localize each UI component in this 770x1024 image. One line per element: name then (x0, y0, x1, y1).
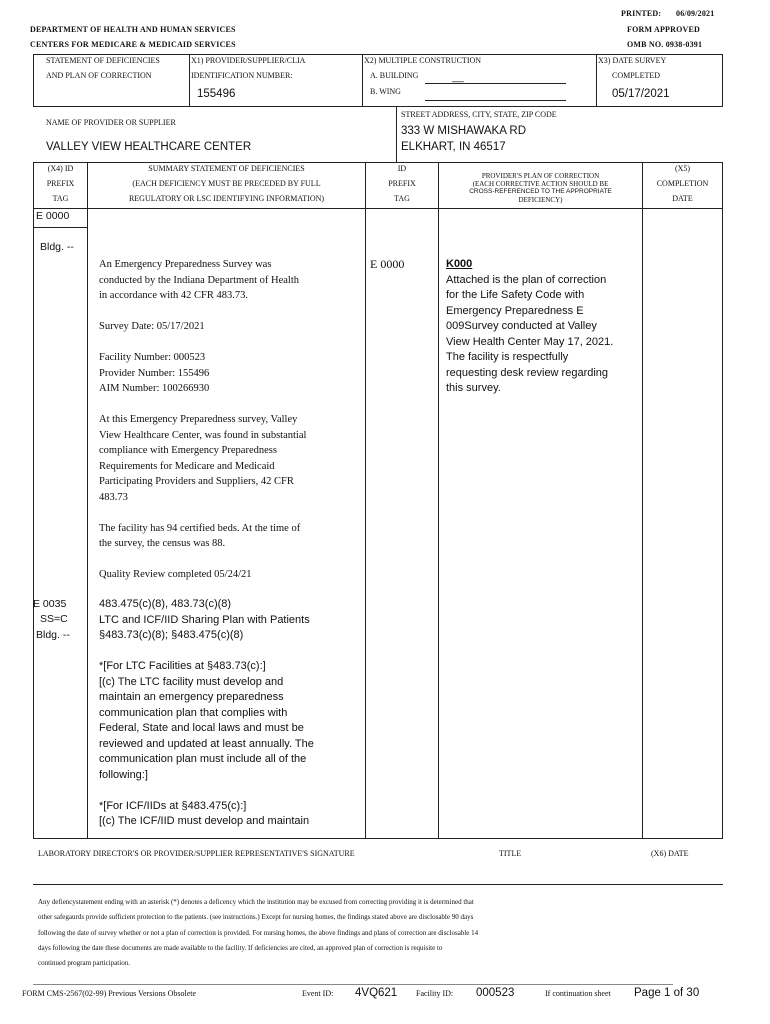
col-x5-2: COMPLETION (656, 179, 709, 188)
department-title: DEPARTMENT OF HEALTH AND HUMAN SERVICES (30, 25, 236, 34)
col-x4-3: TAG (52, 194, 69, 203)
director-signature-label: LABORATORY DIRECTOR'S OR PROVIDER/SUPPLIER REPRESENTATIVE'S SIGNATURE (38, 849, 355, 858)
summary-text-e0000 (99, 257, 361, 598)
form-number: FORM CMS-2567(02-99) Previous Versions Obsolete (22, 989, 197, 998)
quality-review: Quality Review completed 05/24/21 (99, 569, 252, 580)
event-id-label: Event ID: (302, 989, 334, 998)
provider-id-label-2: IDENTIFICATION NUMBER: (191, 71, 293, 80)
address-label: STREET ADDRESS, CITY, STATE, ZIP CODE (401, 110, 557, 119)
col-plan-1: PROVIDER'S PLAN OF CORRECTION (481, 172, 600, 180)
col-plan-4: DEFICIENCY) (518, 196, 563, 204)
building-label: A. BUILDING (370, 71, 419, 80)
icf-requirement: *[For ICF/IIDs at §483.475(c):] [(c) The ICF/IID must develop and maintain (99, 799, 310, 827)
bldg-label-2: Bldg. -- (36, 629, 70, 641)
title-label: TITLE (499, 849, 522, 858)
form-approved: FORM APPROVED (627, 25, 701, 34)
printed-label: PRINTED: (621, 9, 662, 18)
provider-name-label: NAME OF PROVIDER OR SUPPLIER (46, 118, 176, 127)
col-id-3: TAG (394, 194, 410, 203)
facility-id-value: 000523 (476, 987, 515, 999)
col-plan-3: CROSS-REFERENCED TO THE APPROPRIATE (469, 188, 612, 195)
col-summary-3: REGULATORY OR LSC IDENTIFYING INFORMATION) (128, 194, 325, 203)
ltc-requirement: *[For LTC Facilities at §483.73(c):] [(c) The LTC facility must develop and maintain an emergency preparedness communication plan that complies with Federal, State and local laws and must be reviewed and updated at least annually. The communication plan must include all of the following:] (99, 660, 314, 781)
col-x4-2: PREFIX (46, 179, 75, 188)
printed-date: 06/09/2021 (676, 9, 715, 18)
building-value: __ (452, 71, 464, 83)
survey-date: Survey Date: 05/17/2021 (99, 321, 205, 332)
disclaimer-line: days following the date these documents are made available to the facility. If deficiencies are cited, an approved plan of correction is requisite to (38, 943, 443, 952)
plan-of-correction (446, 257, 640, 397)
col-id-1: ID (397, 164, 407, 173)
facility-id-label: Facility ID: (416, 989, 454, 998)
facility-numbers: Facility Number: 000523 Provider Number: 155496 AIM Number: 100266930 (99, 352, 210, 394)
ss-label: SS=C (40, 613, 68, 625)
tag-e0035: E 0035 (33, 598, 67, 610)
col-x5-1: (X5) (674, 164, 691, 173)
col-x4-1: (X4) ID (47, 164, 74, 173)
provider-id-value: 155496 (197, 88, 236, 100)
id-tag-e0000: E 0000 (370, 257, 405, 271)
provider-id-label-1: X1) PROVIDER/SUPPLIER/CLIA (191, 56, 306, 65)
date-survey-label-1: X3) DATE SURVEY (598, 56, 667, 65)
centers-title: CENTERS FOR MEDICARE & MEDICAID SERVICES (30, 40, 236, 49)
address-line-2: ELKHART, IN 46517 (401, 141, 506, 153)
disclaimer-line: other safegaurds provide sufficient protection to the patients. (see instructions.) Except for nursing homes, the findings stated above are disclosable 90 days (38, 913, 474, 922)
date-label: (X6) DATE (651, 849, 689, 858)
bldg-label: Bldg. -- (40, 241, 74, 253)
event-id-value: 4VQ621 (355, 987, 398, 999)
disclaimer (38, 895, 478, 971)
tag-e0000: E 0000 (36, 210, 70, 222)
plan-title: K000 (446, 258, 473, 270)
col-summary-1: SUMMARY STATEMENT OF DEFICIENCIES (148, 164, 305, 173)
multiple-construction-label: X2) MULTIPLE CONSTRUCTION (364, 56, 482, 65)
wing-label: B. WING (370, 87, 401, 96)
col-summary-2: (EACH DEFICIENCY MUST BE PRECEDED BY FULL (132, 179, 321, 188)
disclaimer-line: continued program participation. (38, 959, 130, 968)
compliance-paragraph: At this Emergency Preparedness survey, Valley View Healthcare Center, was found in substantial compliance with Emergency Preparedness Requirements for Medicare and Medicaid Participating Providers and Suppliers, 42 CFR 483.73 (99, 414, 307, 503)
col-plan-2: (EACH CORRECTIVE ACTION SHOULD BE (472, 180, 609, 188)
col-x5-3: DATE (672, 194, 693, 203)
plan-text: Attached is the plan of correction for the Life Safety Code with Emergency Preparedness E 009Survey conducted at Valley View Health Center May 17, 2021. The facility is respectfully requesting desk review regarding this survey. (446, 273, 614, 394)
statement-label-2: AND PLAN OF CORRECTION (46, 71, 152, 80)
omb-number: OMB NO. 0938-0391 (627, 40, 703, 49)
regulation-refs: 483.475(c)(8), 483.73(c)(8) LTC and ICF/IID Sharing Plan with Patients §483.73(c)(8); §483.475(c)(8) (99, 598, 310, 641)
date-survey-label-2: COMPLETED (612, 71, 660, 80)
continuation-label: If continuation sheet (545, 989, 611, 998)
summary-text-e0035 (99, 597, 361, 830)
address-line-1: 333 W MISHAWAKA RD (401, 125, 527, 137)
col-id-2: PREFIX (388, 179, 416, 188)
beds-paragraph: The facility has 94 certified beds. At the time of the survey, the census was 88. (99, 522, 301, 549)
summary-paragraph: An Emergency Preparedness Survey was conducted by the Indiana Department of Health in accordance with 42 CFR 483.73. (99, 259, 300, 301)
disclaimer-line: Any defiencystatement ending with an asterisk (*) denotes a deficency which the institution may be excused from correcting providing it is determined that (38, 898, 474, 906)
statement-label-1: STATEMENT OF DEFICIENCIES (46, 56, 160, 65)
page-number: Page 1 of 30 (634, 987, 700, 999)
disclaimer-line: following the date of survey whether or not a plan of correction is provided. For nursing homes, the above findings and plans of correction are disclosable 14 (38, 928, 479, 937)
provider-name: VALLEY VIEW HEALTHCARE CENTER (46, 141, 252, 153)
date-survey-value: 05/17/2021 (612, 88, 670, 100)
